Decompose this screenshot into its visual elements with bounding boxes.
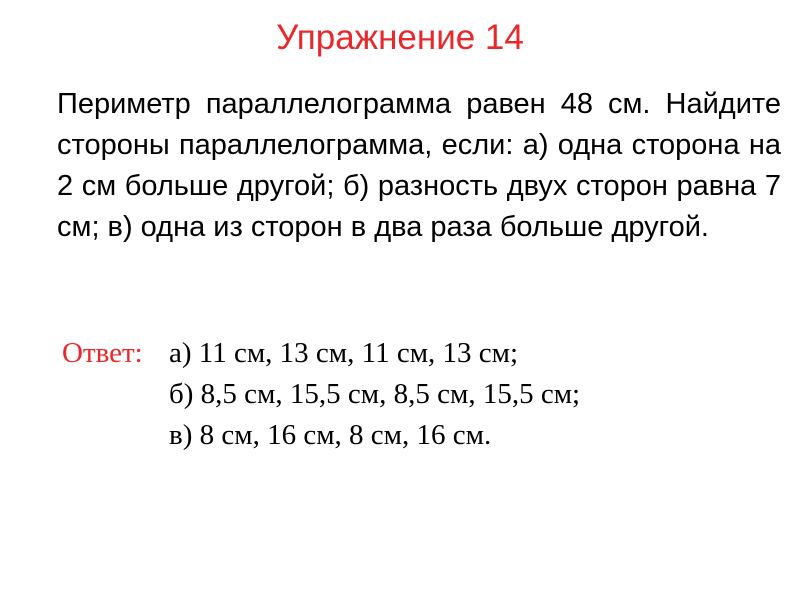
- answer-row-a: [62, 333, 762, 374]
- answer-label: Ответ:: [62, 337, 143, 369]
- answer-line-a: а) 11 см, 13 см, 11 см, 13 см;: [169, 337, 519, 369]
- answer-line-c: в) 8 см, 16 см, 8 см, 16 см.: [169, 419, 492, 451]
- answer-block: [62, 333, 762, 456]
- exercise-title: Упражнение 14: [276, 18, 524, 57]
- answer-line-b: б) 8,5 см, 15,5 см, 8,5 см, 15,5 см;: [169, 378, 581, 410]
- answer-row-b: [62, 374, 762, 415]
- problem-statement: Периметр параллелограмма равен 48 см. Найдите стороны параллелограмма, если: а) одна сторона на 2 см больше другой; б) разность двух сторон равна 7 см; в) одна из сторон в два раза больше другой.: [57, 88, 781, 243]
- answer-row-c: [62, 415, 762, 456]
